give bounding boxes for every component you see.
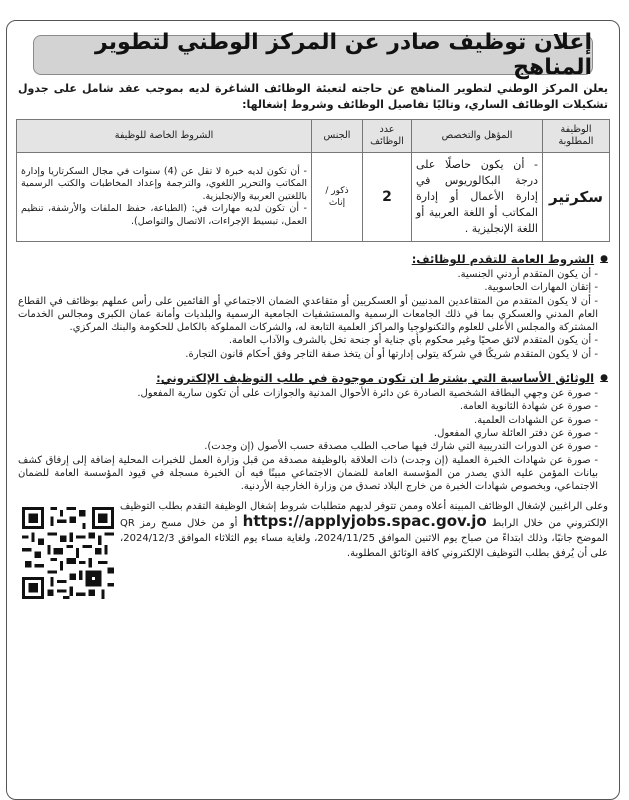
table-row xyxy=(17,153,610,242)
list-item: - أن يكون المتقدم أردني الجنسية. xyxy=(457,269,598,280)
header-job-title: الوظيفة المطلوبة xyxy=(543,120,610,153)
header-count: عدد الوظائف xyxy=(363,120,412,153)
documents-list xyxy=(16,387,610,493)
application-url-link[interactable]: https://applyjobs.spac.gov.jo xyxy=(242,512,487,531)
application-text-part1: وعلى الراغبين لإشغال الوظائف المبينة أعلاه وممن تتوفر لديهم متطلبات شروط إشغال الوظيفة التقدم بطلب التوظيف الإلكتروني من خلال الرابط xyxy=(120,501,608,530)
application-footer xyxy=(16,499,610,629)
list-item: - صورة عن الشهادات العلمية. xyxy=(474,414,598,426)
general-conditions-list xyxy=(16,268,610,361)
table-header-row xyxy=(17,120,610,153)
special-condition-experience: - أن تكون لديه خبرة لا تقل عن (4) سنوات في مجال السكرتاريا وإدارة المكاتب والتحرير اللغوي، والترجمة وإعداد المخاطبات والكتب الرسمية باللغتين العربية والإنجليزية. xyxy=(21,165,307,202)
header-gender: الجنس xyxy=(312,120,363,153)
documents-heading xyxy=(16,371,608,385)
bullet-icon: ● xyxy=(600,254,608,264)
qr-code-icon[interactable] xyxy=(22,507,114,599)
header-qualification: المؤهل والتخصص xyxy=(412,120,543,153)
bullet-icon: ● xyxy=(600,373,608,384)
list-item: - أن لا يكون المتقدم من المتقاعدين المدنيين أو العسكريين أو متقاعدي الضمان الاجتماعي أو القائمين على رأس عملهم بوظائف في القطاع العام المدني والعسكري بما في ذلك الجامعات الرسمية والمستشفيات الجامعية الرسمية والبلديات وأمانة عمان الكبرى ومجالس الخدمات المشتركة والمجلس الأعلى للعلوم والتكنولوجيا والمراكز العلمية التابعة له، والشركات المملوكة بالكامل للحكومة والبنك المركزي. xyxy=(18,295,598,334)
list-item: - صورة عن الدورات التدريبية التي شارك فيها صاحب الطلب مصدقة حسب الأصول (إن وجدت). xyxy=(204,441,598,453)
cell-gender: ذكور / إناث xyxy=(312,153,363,242)
header-special-conditions: الشروط الخاصة للوظيفة xyxy=(17,120,312,153)
list-item: - صورة عن شهادات الخبرة العملية (إن وجدت) ذات العلاقة بالوظيفة مصدقة من قبل وزارة العمل للخبرات المحلية إضافة إلى إرفاق كشف بيانات المؤمن عليه الذي يصدر من المؤسسة العامة للضمان الاجتماعي مبينًا فيه أن الخبرة مسجلة في قيود المؤسسة العامة للضمان الاجتماعي، وبخصوص شهادات الخبرة من خارج البلاد تصدق من وزارة الخارجية الأردنية. xyxy=(18,454,598,493)
intro-paragraph: يعلن المركز الوطني لتطوير المناهج عن حاجته لتعبئة الوظائف الشاغرة لديه بموجب عقد شامل على جدول تشكيلات الوظائف الساري، وتاليًا تفاصيل الوظائف وشروط إشغالها: xyxy=(18,82,608,111)
jobs-table xyxy=(16,119,610,242)
cell-special-conditions xyxy=(17,153,312,242)
general-conditions-section xyxy=(16,252,610,361)
announcement-frame xyxy=(6,20,620,800)
general-conditions-heading xyxy=(16,252,608,266)
documents-section xyxy=(16,371,610,493)
cell-count: 2 xyxy=(363,153,412,242)
cell-job-title: سكرتير xyxy=(543,153,610,242)
list-item: - أن لا يكون المتقدم شريكًا في شركة يتولى إدارتها أو أن يتخذ صفة التاجر وفق أحكام قانون التجارة. xyxy=(185,348,598,360)
documents-title: الوثائق الأساسية التي يشترط ان تكون موجودة في طلب التوظيف الإلكتروني: xyxy=(156,371,595,386)
application-instructions xyxy=(120,499,610,561)
cell-qualification: - أن يكون حاصلًا على درجة البكالوريوس في إدارة الأعمال أو إدارة المكاتب أو اللغة العربية أو اللغة الإنجليزية . xyxy=(412,153,543,242)
list-item: - إتقان المهارات الحاسوبية. xyxy=(484,282,598,294)
title-banner xyxy=(33,30,593,80)
general-conditions-title: الشروط العامة للتقدم للوظائف: xyxy=(411,252,595,266)
special-condition-skills: - أن تكون لديه مهارات في: (الطباعة، حفظ الملفات والأرشفة، تنظيم العمل، تبسيط الإجراءات، الاتصال والتواصل). xyxy=(21,203,307,227)
list-item: - صورة عن شهادة الثانوية العامة. xyxy=(459,401,598,413)
application-text-part2: أو من خلال مسح رمز QR الموضح جانبًا، وذلك ابتداءً من صباح يوم الاثنين الموافق 2024/11/25، ولغاية مساء يوم الثلاثاء الموافق 2024/12/3، على أن يُرفق بطلب التوظيف الإلكتروني كافة الوثائق المطلوبة. xyxy=(120,518,608,560)
list-item: - أن يكون المتقدم لائق صحيًا وغير محكوم بأي جناية أو جنحة تخل بالشرف والآداب العامة. xyxy=(228,335,598,347)
list-item: - صورة عن دفتر العائلة ساري المفعول. xyxy=(433,427,598,439)
page-title: إعلان توظيف صادر عن المركز الوطني لتطوير المناهج xyxy=(95,30,592,80)
list-item: - صورة عن وجهي البطاقة الشخصية الصادرة عن دائرة الأحوال المدنية والجوازات على أن تكون سارية المفعول. xyxy=(137,388,598,400)
